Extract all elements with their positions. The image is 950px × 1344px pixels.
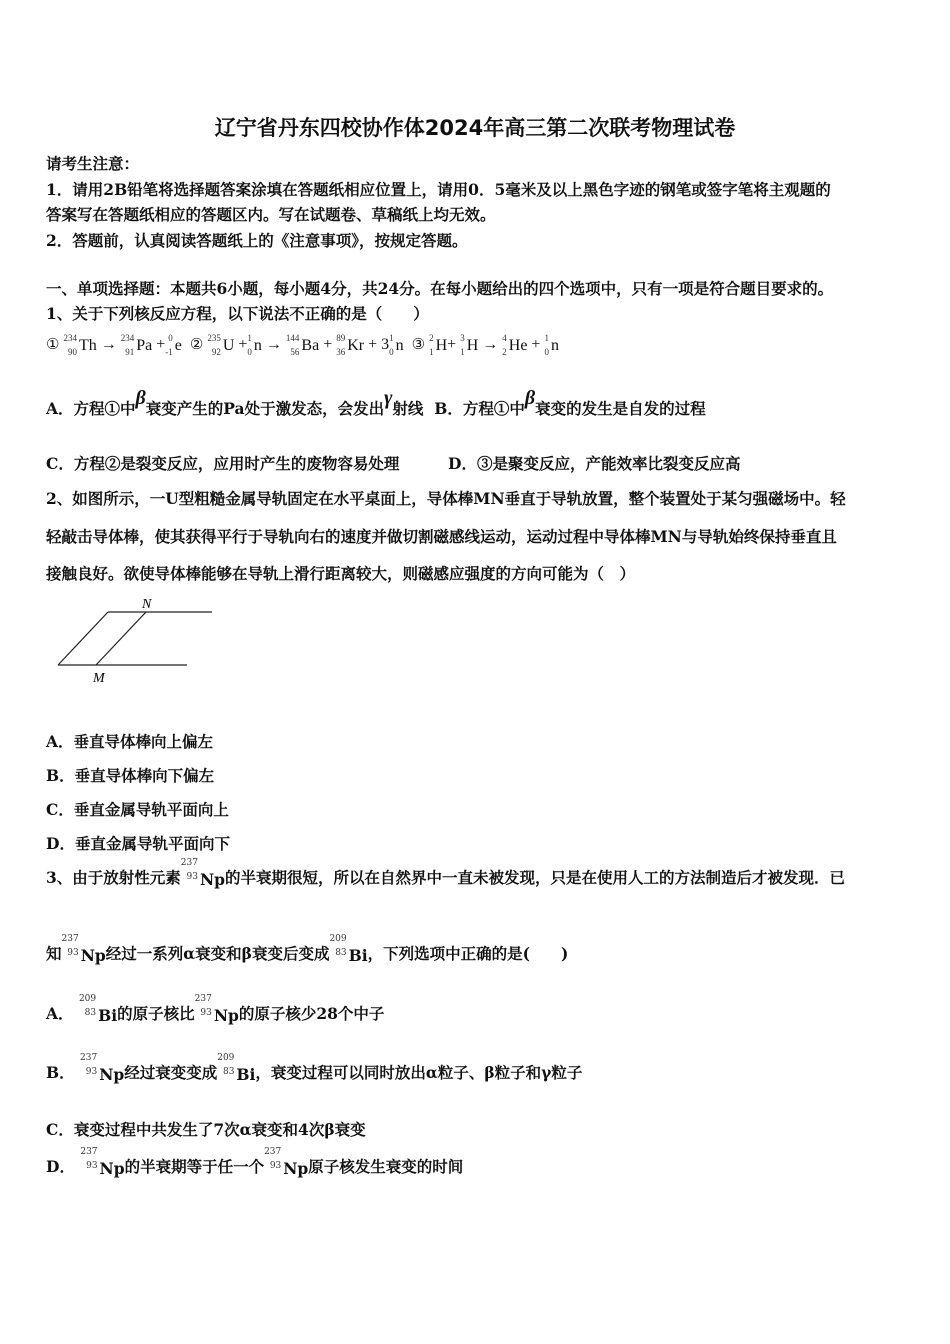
plus: + bbox=[323, 336, 333, 354]
nuclide-n: 1 0 n bbox=[247, 333, 262, 357]
question-3-option-c: C．衰变过程中共发生了7次α衰变和4次β衰变 bbox=[46, 1120, 366, 1139]
notice-line-2: 答案写在答题纸相应的答题区内。写在试题卷、草稿纸上均无效。 bbox=[46, 205, 496, 224]
plus: + bbox=[447, 336, 457, 354]
arrow: → bbox=[265, 336, 282, 354]
question-3-option-a: A． 209 83 Bi 的原子核比 237 93 Np 的原子核少28个中子 bbox=[46, 993, 385, 1025]
nuclide-ba: 144 56 Ba bbox=[285, 333, 320, 357]
rail-diagram bbox=[50, 592, 220, 688]
nuclide-np: 237 93 Np bbox=[80, 1146, 125, 1178]
equation-marker: ② bbox=[189, 337, 204, 354]
question-3-line-1: 3、由于放射性元素 237 93 Np 的半衰期很短，所以在自然界中一直未被发现，只是在使用人工的方法制造后才被发现．已 bbox=[46, 857, 846, 889]
reaction-equations bbox=[46, 334, 559, 357]
equation-marker: ① bbox=[46, 337, 60, 354]
nuclide-np: 237 93 Np bbox=[180, 857, 225, 889]
plus: + bbox=[156, 336, 166, 354]
question-1-option-d: D．③是聚变反应，产能效率比裂变反应高 bbox=[448, 454, 741, 473]
arrow: → bbox=[100, 336, 117, 354]
nuclide-np: 237 93 Np bbox=[80, 1052, 125, 1084]
nuclide-h2: 2 1 H bbox=[429, 333, 448, 357]
nuclide-n: 1 0 n bbox=[544, 333, 559, 357]
question-2-line-1: 2、如图所示，一U型粗糙金属导轨固定在水平桌面上，导体棒MN垂直于导轨放置，整个装置处于某匀强磁场中。轻 bbox=[46, 489, 846, 508]
nuclide-np: 237 93 Np bbox=[264, 1146, 309, 1178]
nuclide-th: 234 90 Th bbox=[63, 333, 97, 357]
label-m: M bbox=[93, 671, 105, 686]
plus: + bbox=[531, 336, 541, 354]
notice-line-1: 1．请用2B铅笔将选择题答案涂填在答题纸相应位置上，请用0．5毫米及以上黑色字迹的钢笔或签字笔将主观题的 bbox=[46, 180, 831, 199]
question-3-option-d: D． 237 93 Np 的半衰期等于任一个 237 93 Np 原子核发生衰变的时间 bbox=[46, 1146, 464, 1178]
nuclide-bi: 209 83 Bi bbox=[217, 1052, 256, 1084]
nuclide-e: 0 -1 e bbox=[165, 333, 182, 357]
nuclide-he: 4 2 He bbox=[502, 333, 528, 357]
question-1-options-ab bbox=[46, 387, 706, 420]
option-b-text: B．方程①中 bbox=[434, 399, 525, 418]
option-b-text: 衰变的发生是自发的过程 bbox=[535, 399, 706, 418]
plus: + bbox=[368, 336, 378, 354]
rail-end bbox=[58, 612, 108, 665]
question-1-stem: 1、关于下列核反应方程，以下说法不正确的是（ ） bbox=[46, 304, 429, 323]
question-2-line-3: 接触良好。欲使导体棒能够在导轨上滑行距离较大，则磁感应强度的方向可能为（ ） bbox=[46, 564, 636, 583]
nuclide-pa: 234 91 Pa bbox=[120, 333, 153, 357]
nuclide-h3: 3 1 H bbox=[460, 333, 479, 357]
plus: + bbox=[238, 336, 248, 354]
question-2-option-a: A．垂直导体棒向上偏左 bbox=[46, 732, 214, 751]
nuclide-n: 1 0 n bbox=[389, 333, 404, 357]
beta-symbol: β bbox=[524, 387, 536, 409]
question-2-option-c: C．垂直金属导轨平面向上 bbox=[46, 800, 229, 819]
option-a-text: A．方程①中 bbox=[46, 399, 136, 418]
equation-marker: ③ bbox=[411, 337, 426, 354]
notice-line-3: 2．答题前，认真阅读答题纸上的《注意事项》，按规定答题。 bbox=[46, 231, 468, 250]
question-3-option-b: B． 237 93 Np 经过衰变变成 209 83 Bi ，衰变过程可以同时放出α粒子、β粒子和γ粒子 bbox=[46, 1052, 583, 1084]
conductor-rod-mn bbox=[96, 612, 146, 665]
question-2-option-d: D．垂直金属导轨平面向下 bbox=[46, 834, 230, 853]
nuclide-kr: 89 36 Kr bbox=[336, 333, 365, 357]
option-a-text: 射线 bbox=[392, 399, 424, 418]
nuclide-u: 235 92 U bbox=[207, 333, 235, 357]
notice-heading: 请考生注意： bbox=[46, 154, 140, 173]
question-1-option-c: C．方程②是裂变反应，应用时产生的废物容易处理 bbox=[46, 454, 400, 473]
gamma-symbol: γ bbox=[384, 387, 393, 409]
nuclide-np: 237 93 Np bbox=[194, 993, 239, 1025]
coefficient: 3 bbox=[381, 336, 390, 354]
question-2-line-2: 轻敲击导体棒，使其获得平行于导轨向右的速度并做切割磁感线运动，运动过程中导体棒MN与导轨始终保持垂直且 bbox=[46, 527, 837, 546]
nuclide-bi: 209 83 Bi bbox=[329, 933, 368, 965]
arrow: → bbox=[482, 336, 499, 354]
page-title: 辽宁省丹东四校协作体2024年高三第二次联考物理试卷 bbox=[214, 116, 736, 140]
beta-symbol: β bbox=[135, 387, 146, 409]
nuclide-np: 237 93 Np bbox=[61, 933, 106, 965]
question-2-option-b: B．垂直导体棒向下偏左 bbox=[46, 766, 215, 785]
option-a-text: 衰变产生的Pa处于激发态，会发出 bbox=[145, 399, 385, 418]
nuclide-bi: 209 83 Bi bbox=[78, 993, 118, 1025]
label-n: N bbox=[142, 597, 152, 612]
question-3-line-2: 知 237 93 Np 经过一系列α衰变和β衰变后变成 209 83 Bi ，下列选项中正确的是( ) bbox=[46, 933, 569, 965]
section-heading: 一、单项选择题：本题共6小题，每小题4分，共24分。在每小题给出的四个选项中，只有一项是符合题目要求的。 bbox=[46, 279, 834, 298]
